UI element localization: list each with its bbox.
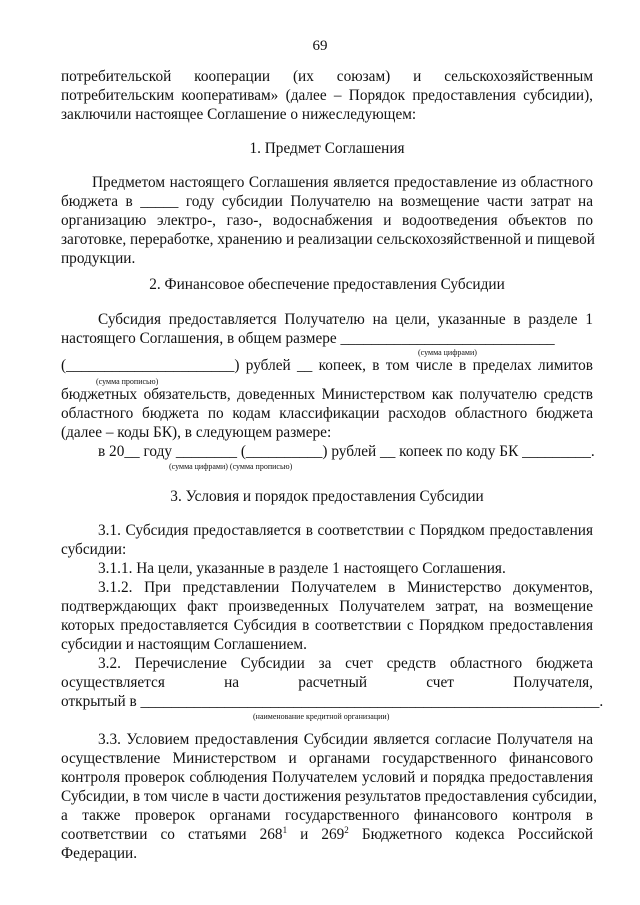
field-caption-sum-words: (сумма прописью)	[96, 377, 159, 386]
paragraph-line: настоящего Соглашения, в общем размере ____________________________	[61, 330, 555, 347]
paragraph-line: субсидии:	[61, 541, 127, 558]
paragraph-line: осуществление Министерством и органами государственного финансового	[61, 750, 593, 767]
superscript: 2	[344, 824, 349, 835]
paragraph-line: 3.2. Перечисление Субсидии за счет средств областного бюджета	[98, 655, 593, 672]
text-fragment: и 269	[287, 826, 345, 843]
paragraph-line: открытый в ____________________________________________________________.	[61, 693, 604, 710]
paragraph-line: Предметом настоящего Соглашения является предоставление из областного	[92, 174, 593, 191]
text-fragment: соответствии со статьями 268	[61, 826, 283, 843]
paragraph-line: областного бюджета по кодам классификации расходов областного бюджета	[61, 405, 593, 422]
paragraph-line: в 20__ году ________ (__________) рублей __ копеек по коду БК _________.	[98, 443, 595, 460]
superscript: 1	[282, 824, 288, 835]
paragraph-line: организацию электро-, газо-, водоснабжения и водоотведения объектов по	[61, 212, 593, 229]
paragraph-line: субсидии и настоящим Соглашением.	[61, 636, 307, 653]
paragraph-line: 3.1.1. На цели, указанные в разделе 1 настоящего Соглашения.	[98, 560, 506, 577]
field-caption-bank: (наименование кредитной организации)	[253, 712, 390, 721]
paragraph-line: осуществляется на расчетный счет Получателя,	[61, 674, 593, 691]
paragraph-line: Федерации.	[61, 845, 138, 862]
section-2-heading: 2. Финансовое обеспечение предоставления Субсидии	[149, 276, 505, 293]
paragraph-line: подтверждающих факт произведенных Получателем затрат, на возмещение	[61, 598, 593, 615]
field-caption-sum: (сумма цифрами) (сумма прописью)	[169, 462, 293, 471]
paragraph-line: (______________________) рублей __ копеек, в том числе в пределах лимитов	[61, 357, 593, 374]
paragraph-line: Субсидии, в том числе в части достижения результатов предоставления субсидии,	[61, 788, 597, 805]
paragraph-line	[61, 826, 593, 844]
paragraph-line: которых предоставляется Субсидия в соответствии с Порядком предоставления	[61, 617, 593, 634]
paragraph-line: 3.3. Условием предоставления Субсидии является согласие Получателя на	[98, 731, 593, 748]
paragraph-line: а также проверок органами государственного финансового контроля в	[61, 807, 593, 824]
page-number: 69	[312, 38, 328, 54]
paragraph-line: заготовке, переработке, хранению и реализации сельскохозяйственной и пищевой	[61, 231, 595, 248]
paragraph-line: продукции.	[61, 250, 136, 267]
paragraph-line: 3.1. Субсидия предоставляется в соответствии с Порядком предоставления	[98, 522, 593, 539]
section-3-heading: 3. Условия и порядок предоставления Субсидии	[170, 488, 484, 505]
paragraph-line: Субсидия предоставляется Получателю на цели, указанные в разделе 1	[98, 311, 593, 328]
section-1-heading: 1. Предмет Соглашения	[249, 140, 405, 157]
field-caption-sum-digits: (сумма цифрами)	[418, 348, 477, 357]
intro-line: заключили настоящее Соглашение о нижеследующем:	[61, 106, 417, 123]
paragraph-line: бюджетных обязательств, доведенных Министерством как получателю средств	[61, 386, 593, 403]
intro-line: потребительской кооперации (их союзам) и сельскохозяйственным	[61, 68, 593, 85]
text-fragment: Бюджетного кодекса Российской	[348, 826, 593, 843]
paragraph-line: (далее – коды БК), в следующем размере:	[61, 424, 332, 441]
intro-line: потребительским кооперативам» (далее – Порядок предоставления субсидии),	[61, 87, 593, 104]
paragraph-line: бюджета в _____ году субсидии Получателю на возмещение части затрат на	[61, 193, 593, 210]
paragraph-line: контроля проверок соблюдения Получателем условий и порядка предоставления	[61, 769, 593, 786]
paragraph-line: 3.1.2. При представлении Получателем в Министерство документов,	[98, 579, 593, 596]
